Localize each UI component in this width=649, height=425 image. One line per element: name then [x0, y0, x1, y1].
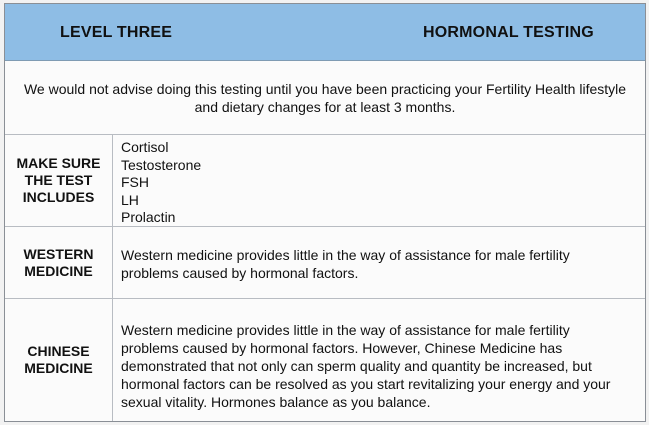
list-item-prolactin: Prolactin [121, 209, 176, 225]
row-label-western-medicine [5, 227, 113, 298]
row-label-test-includes [5, 135, 113, 226]
row-label-text: CHINESE MEDICINE [24, 343, 93, 376]
hormonal-testing-table [4, 3, 646, 422]
chinese-medicine-text: Western medicine provides little in the way of assistance for male fertility problems caused by hormonal factors. However, Chinese Medicine has demonstrated that not only can sperm quality and quantity be increased, but hormonal factors can be resolved as you start revitalizing your energy and your sexual vitality. Hormones balance as you balance. [121, 322, 611, 410]
hormone-list [121, 139, 631, 227]
list-item-testosterone: Testosterone [121, 156, 202, 173]
intro-text: We would not advise doing this testing until you have been practicing your Fertility Health lifestyle and dietary changes for at least 3 months. [5, 61, 645, 135]
list-item-lh: LH [121, 191, 139, 208]
row-label-text: MAKE SURE THE TEST INCLUDES [16, 155, 101, 205]
western-medicine-text: Western medicine provides little in the way of assistance for male fertility problems caused by hormonal factors. [121, 247, 570, 281]
table-header [5, 4, 645, 61]
row-label-chinese-medicine [5, 299, 113, 421]
level-title: LEVEL THREE [60, 24, 173, 41]
row-chinese-medicine [5, 299, 645, 421]
list-item-fsh: FSH [121, 174, 149, 190]
row-test-includes [5, 135, 645, 227]
row-western-medicine [5, 227, 645, 299]
row-label-text: WESTERN MEDICINE [23, 245, 94, 279]
list-item-cortisol: Cortisol [121, 139, 169, 155]
section-title: HORMONAL TESTING [423, 24, 594, 41]
